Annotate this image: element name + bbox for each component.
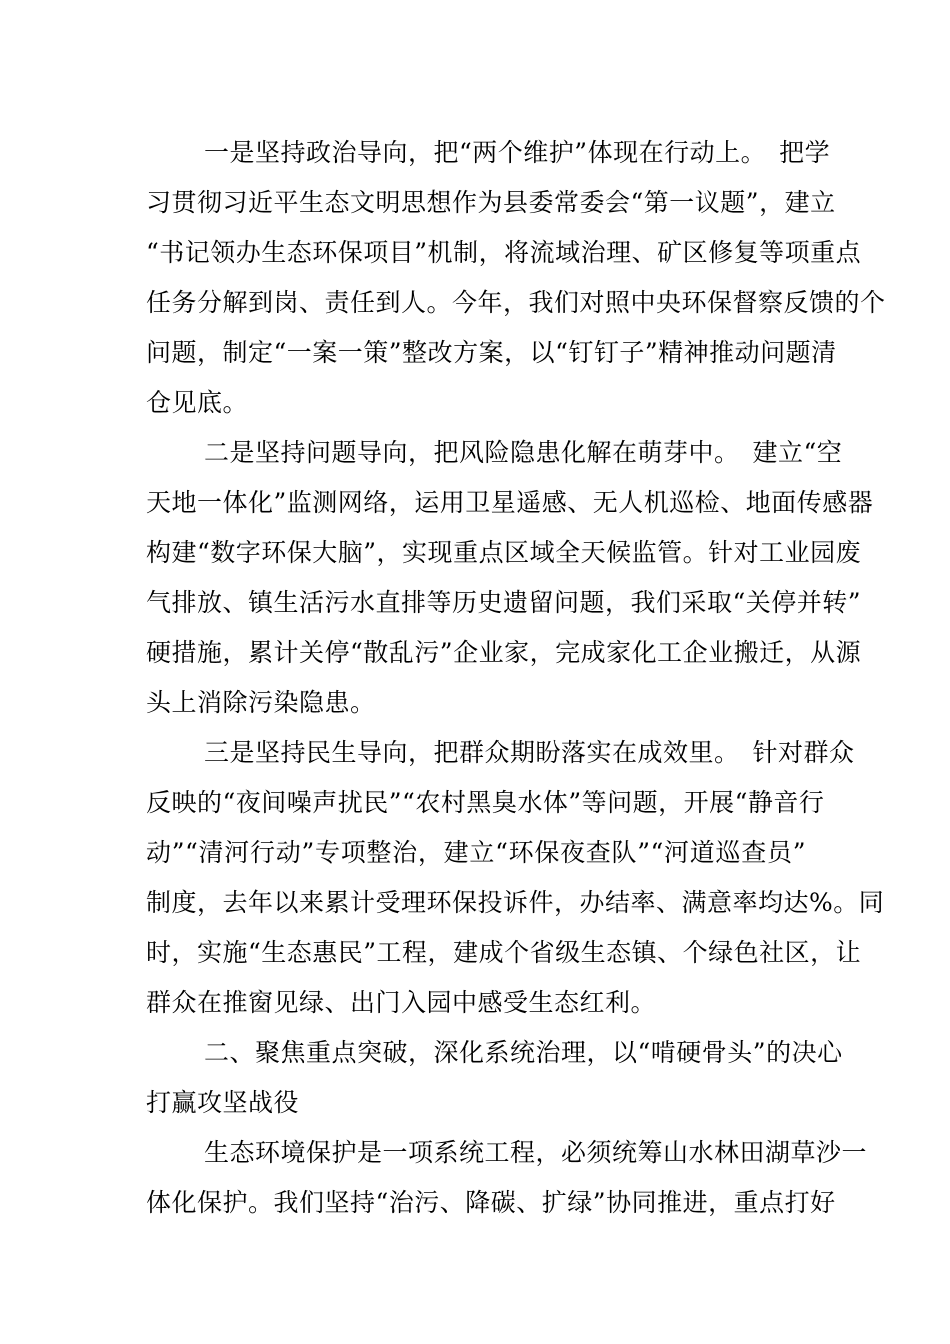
section-heading-line-1: 二、聚焦重点突破，深化系统治理，以“啃硬骨头”的决心 [204, 1038, 843, 1067]
paragraph-2-line-3: 构建“数字环保大脑”，实现重点区域全天候监管。针对工业园废 [146, 538, 862, 567]
paragraph-2-line-5: 硬措施，累计关停“散乱污”企业家，完成家化工企业搬迁，从源 [146, 638, 862, 667]
paragraph-2-line-4: 气排放、镇生活污水直排等历史遗留问题，我们采取“关停并转” [146, 588, 862, 617]
paragraph-3-line-6: 群众在推窗见绿、出门入园中感受生态红利。 [146, 988, 657, 1017]
paragraph-3-line-5: 时，实施“生态惠民”工程，建成个省级生态镇、个绿色社区，让 [146, 938, 862, 967]
paragraph-2-line-1: 二是坚持问题导向，把风险隐患化解在萌芽中。 建立“空 [204, 438, 843, 467]
paragraph-2-line-6: 头上消除污染隐患。 [146, 688, 376, 717]
body-text [146, 128, 886, 1228]
paragraph-1-line-3: “书记领办生态环保项目”机制，将流域治理、矿区修复等项重点 [146, 238, 862, 267]
paragraph-1-line-1: 一是坚持政治导向，把“两个维护”体现在行动上。 把学 [204, 138, 831, 167]
paragraph-1-line-6: 仓见底。 [146, 388, 249, 417]
paragraph-3-line-3: 动”“清河行动”专项整治，建立“环保夜查队”“河道巡查员” [146, 838, 806, 867]
paragraph-5-line-2: 体化保护。我们坚持“治污、降碳、扩绿”协同推进，重点打好 [146, 1188, 836, 1217]
paragraph-3-line-4: 制度，去年以来累计受理环保投诉件，办结率、满意率均达%。同 [146, 888, 885, 917]
paragraph-2-line-2: 天地一体化”监测网络，运用卫星遥感、无人机巡检、地面传感器 [146, 488, 874, 517]
paragraph-3-line-1: 三是坚持民生导向，把群众期盼落实在成效里。 针对群众 [204, 738, 855, 767]
paragraph-1-line-4: 任务分解到岗、责任到人。今年，我们对照中央环保督察反馈的个 [146, 288, 886, 317]
section-heading-line-2: 打赢攻坚战役 [146, 1088, 300, 1117]
paragraph-3-line-2: 反映的“夜间噪声扰民”“农村黑臭水体”等问题，开展“静音行 [146, 788, 825, 817]
paragraph-1-line-5: 问题，制定“一案一策”整改方案，以“钉钉子”精神推动问题清 [146, 338, 837, 367]
paragraph-1-line-2: 习贯彻习近平生态文明思想作为县委常委会“第一议题”，建立 [146, 188, 836, 217]
paragraph-5-line-1: 生态环境保护是一项系统工程，必须统筹山水林田湖草沙一 [204, 1138, 868, 1167]
